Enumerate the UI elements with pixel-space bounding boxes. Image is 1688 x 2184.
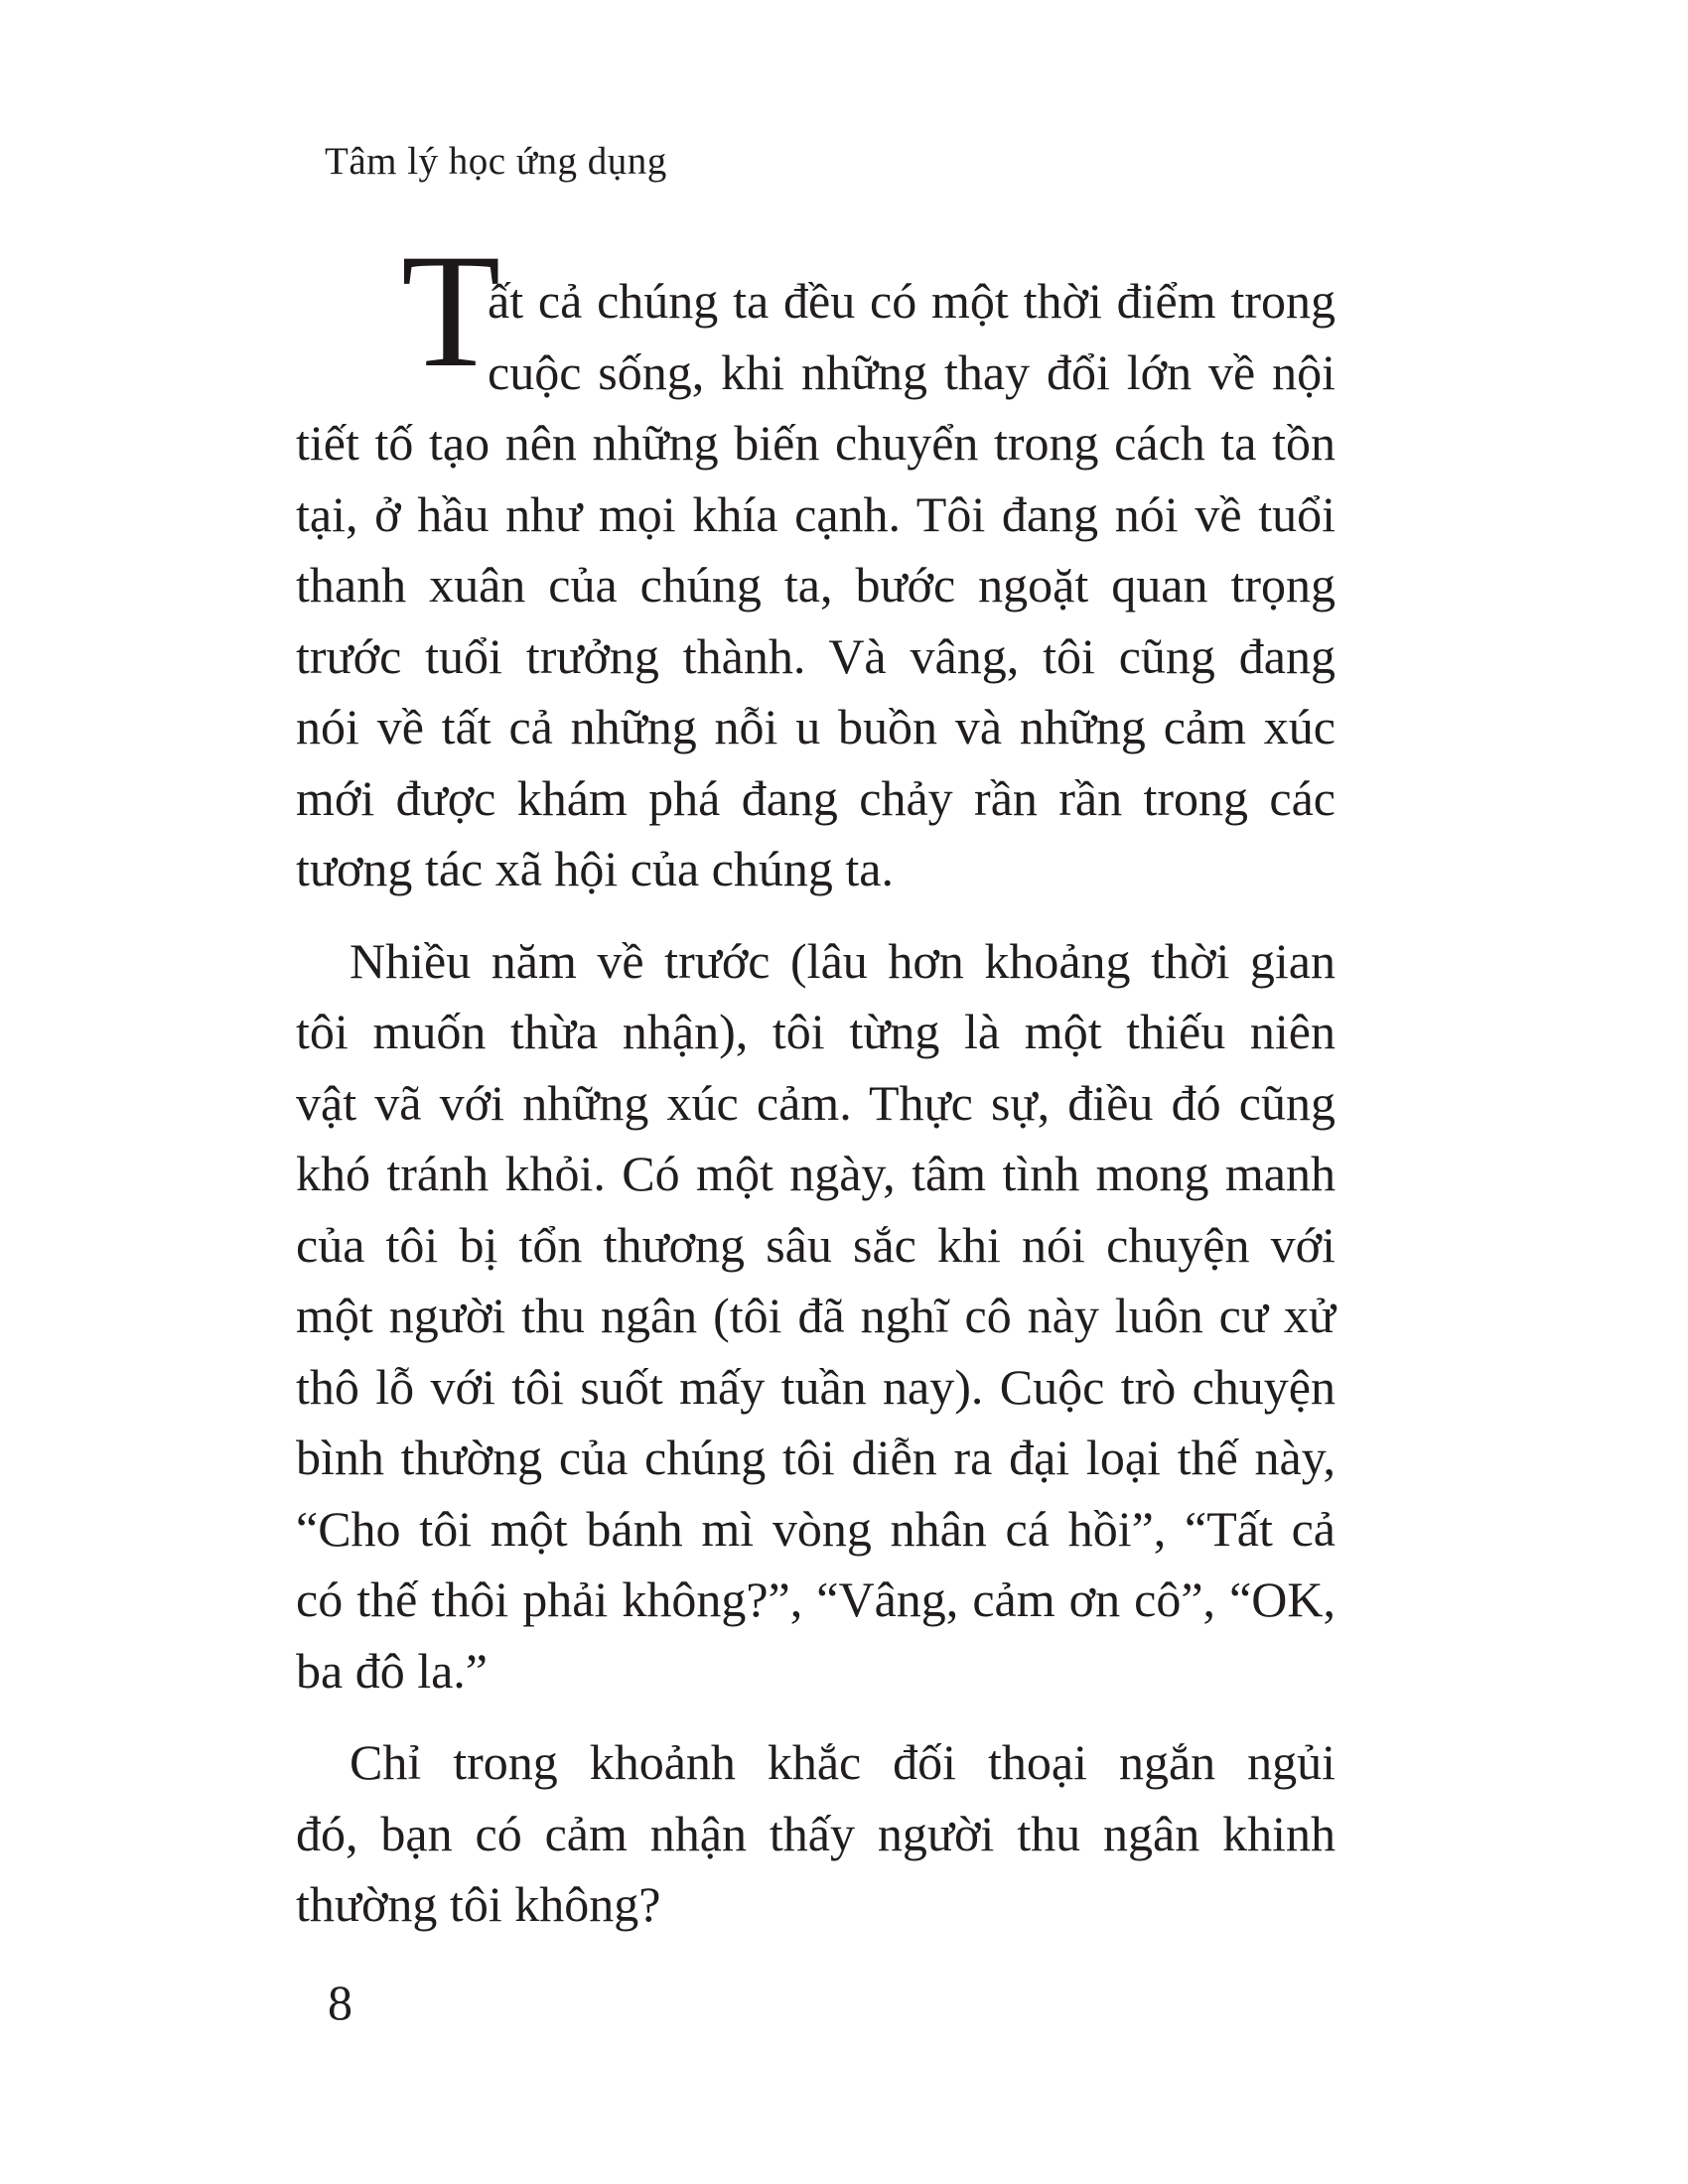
- page-header: Tâm lý học ứng dụng: [325, 140, 667, 183]
- paragraph: [296, 1727, 1336, 1941]
- text-line: nói về tất cả những nỗi u buồn và những cảm xúc: [296, 699, 1336, 754]
- text-line: Nhiều năm về trước (lâu hơn khoảng thời gian: [350, 932, 1336, 989]
- text-line: thanh xuân của chúng ta, bước ngoặt quan trọng: [296, 557, 1336, 613]
- text-line: của tôi bị tổn thương sâu sắc khi nói chuyện với: [296, 1216, 1336, 1273]
- text-line: thường tôi không?: [296, 1876, 661, 1932]
- text-line: cuộc sống, khi những thay đổi lớn về nội: [488, 343, 1336, 400]
- text-line: trước tuổi trưởng thành. Và vâng, tôi cũng đang: [296, 627, 1336, 684]
- text-line: vật vã với những xúc cảm. Thực sự, điều đó cũng: [296, 1074, 1336, 1131]
- text-line: đó, bạn có cảm nhận thấy người thu ngân khinh: [296, 1805, 1336, 1861]
- text-line: ba đô la.”: [296, 1642, 488, 1699]
- text-line: tại, ở hầu như mọi khía cạnh. Tôi đang nói về tuổi: [296, 485, 1336, 542]
- page-number: 8: [328, 1975, 352, 2030]
- text-line: Chỉ trong khoảnh khắc đối thoại ngắn ngủi: [350, 1734, 1336, 1790]
- text-line: tương tác xã hội của chúng ta.: [296, 841, 894, 896]
- text-line: tôi muốn thừa nhận), tôi từng là một thiếu niên: [296, 1004, 1336, 1059]
- text-line: “Cho tôi một bánh mì vòng nhân cá hồi”, “Tất cả: [296, 1500, 1336, 1557]
- text-line: bình thường của chúng tôi diễn ra đại loại thế này,: [296, 1430, 1336, 1485]
- text-line: một người thu ngân (tôi đã nghĩ cô này luôn cư xử: [296, 1288, 1336, 1343]
- paragraph: [296, 221, 1336, 905]
- drop-cap: T: [401, 221, 501, 401]
- text-line: khó tránh khỏi. Có một ngày, tâm tình mong manh: [296, 1146, 1336, 1201]
- text-line: ất cả chúng ta đều có một thời điểm trong: [488, 273, 1336, 329]
- paragraph: [296, 926, 1336, 1707]
- body-text: [296, 221, 1336, 1941]
- text-line: mới được khám phá đang chảy rần rần trong các: [296, 769, 1336, 826]
- text-line: thô lỗ với tôi suốt mấy tuần nay). Cuộc trò chuyện: [296, 1358, 1336, 1415]
- text-line: tiết tố tạo nên những biến chuyển trong cách ta tồn: [296, 415, 1336, 471]
- text-line: có thế thôi phải không?”, “Vâng, cảm ơn cô”, “OK,: [296, 1571, 1336, 1627]
